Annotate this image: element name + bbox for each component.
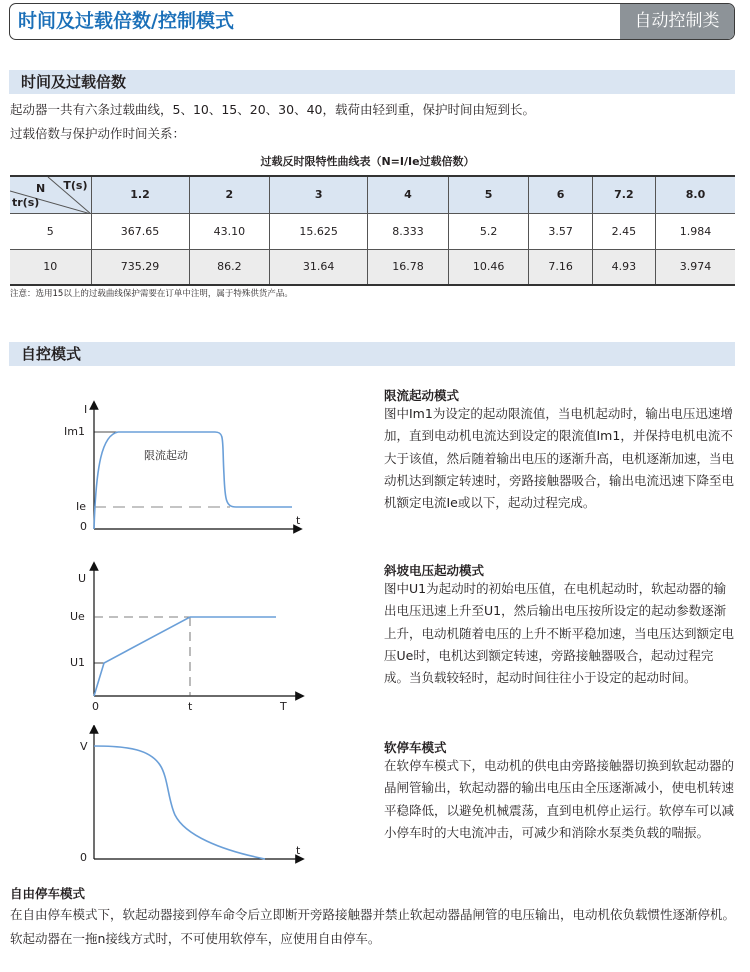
overload-table (10, 175, 735, 286)
corner-header (10, 176, 91, 213)
table-cell: 1.984 (656, 213, 735, 249)
table-cell: 10.46 (448, 249, 529, 285)
y-axis-label: V (80, 740, 88, 753)
column-header: 4 (368, 176, 449, 213)
mode-title-soft-stop: 软停车模式 (384, 740, 447, 755)
column-header: 1.2 (91, 176, 189, 213)
row-label: 5 (10, 213, 91, 249)
mode-body-free-stop: 在自由停车模式下，软起动器接到停车命令后立即断开旁路接触器并禁止软起动器晶闸管的电压输出，电动机依负载惯性逐渐停机。软起动器在一拖n接线方式时，不可使用软停车，应使用自由停车。 (10, 907, 736, 946)
table-row (10, 249, 735, 285)
table-cell: 4.93 (592, 249, 655, 285)
x-axis-label: t (296, 514, 301, 527)
curve-annotation: 限流起动 (144, 449, 188, 462)
table-cell: 735.29 (91, 249, 189, 285)
t-label: t (188, 700, 193, 713)
ramp-voltage-diagram (60, 560, 320, 720)
mode-title-ramp: 斜坡电压起动模式 (384, 563, 485, 578)
table-cell: 15.625 (270, 213, 368, 249)
voltage-ramp-curve (94, 617, 276, 696)
page-header (9, 3, 735, 40)
table-row (10, 213, 735, 249)
ie-label: Ie (76, 500, 87, 513)
table-cell: 16.78 (368, 249, 449, 285)
table-cell: 5.2 (448, 213, 529, 249)
category-tab[interactable]: 自动控制类 (620, 4, 734, 39)
column-header: 2 (189, 176, 270, 213)
im1-label: Im1 (64, 425, 85, 438)
table-cell: 2.45 (592, 213, 655, 249)
mode-body-soft-stop: 在软停车模式下，电动机的供电由旁路接触器切换到软起动器的晶闸管输出，软起动器的输出电压由全压逐渐减小，使电机转速平稳降低，以避免机械震荡，直到电机停止运行。软停车可以减小停车时的大电流冲击，可减少和消除水泵类负载的喘振。 (384, 758, 735, 840)
y-axis-label: I (84, 403, 88, 416)
u1-label: U1 (70, 656, 86, 669)
mode-body-ramp: 图中U1为起动时的初始电压值，在电机起动时，软起动器的输出电压迅速上升至U1，然后输出电压按所设定的起动参数逐渐上升，电动机随着电压的上升不断平稳加速，当电压达到额定电压Ue时，电机达到额定转速，旁路接触器吸合，起动过程完成。当负载较轻时，起动时间往往小于设定的起动时间。 (384, 581, 735, 686)
current-limit-diagram (60, 395, 320, 535)
table-cell: 8.333 (368, 213, 449, 249)
origin-label: 0 (92, 700, 99, 713)
table-cell: 86.2 (189, 249, 270, 285)
column-header: 6 (529, 176, 592, 213)
origin-label: 0 (80, 520, 87, 533)
mode-title-free-stop: 自由停车模式 (10, 886, 86, 901)
column-header: 7.2 (592, 176, 655, 213)
corner-tr-label: tr(s) (12, 196, 40, 209)
table-cell: 31.64 (270, 249, 368, 285)
section-heading-modes: 自控模式 (9, 342, 735, 366)
origin-label: 0 (80, 851, 87, 864)
table-cell: 367.65 (91, 213, 189, 249)
table-caption: 过载反时限特性曲线表（N=I/Ie过载倍数） (260, 155, 475, 168)
corner-t-label: T(s) (63, 179, 88, 192)
page-title: 时间及过载倍数/控制模式 (18, 10, 234, 32)
y-axis-label: U (78, 572, 87, 585)
overload-intro: 起动器一共有六条过载曲线，5、10、15、20、30、40，载荷由轻到重，保护时间由短到长。 (10, 102, 535, 117)
soft-stop-diagram (60, 725, 320, 870)
table-header-row (10, 176, 735, 213)
column-header: 3 (270, 176, 368, 213)
column-header: 5 (448, 176, 529, 213)
mode-body-current-limit: 图中Im1为设定的起动限流值，当电机起动时，输出电压迅速增加，直到电动机电流达到设定的限流值Im1，并保持电机电流不大于该值，然后随着输出电压的逐渐升高，电机逐渐加速，当电动机达到额定转速时，旁路接触器吸合，输出电流迅速下降至电机额定电流Ie或以下，起动过程完成。 (384, 406, 735, 511)
table-cell: 3.57 (529, 213, 592, 249)
x-axis-label: T (280, 700, 287, 713)
column-header: 8.0 (656, 176, 735, 213)
overload-relation-label: 过载倍数与保护动作时间关系： (10, 126, 186, 141)
section-heading-overload: 时间及过载倍数 (9, 70, 735, 94)
current-curve (94, 432, 292, 529)
mode-title-current-limit: 限流起动模式 (384, 388, 460, 403)
table-cell: 43.10 (189, 213, 270, 249)
row-label: 10 (10, 249, 91, 285)
table-cell: 3.974 (656, 249, 735, 285)
table-note: 注意：选用15以上的过载曲线保护需要在订单中注明，属于特殊供货产品。 (10, 289, 293, 299)
corner-n-label: N (36, 182, 46, 195)
table-cell: 7.16 (529, 249, 592, 285)
ue-label: Ue (70, 610, 85, 623)
x-axis-label: t (296, 844, 301, 857)
voltage-decay-curve (94, 746, 265, 859)
